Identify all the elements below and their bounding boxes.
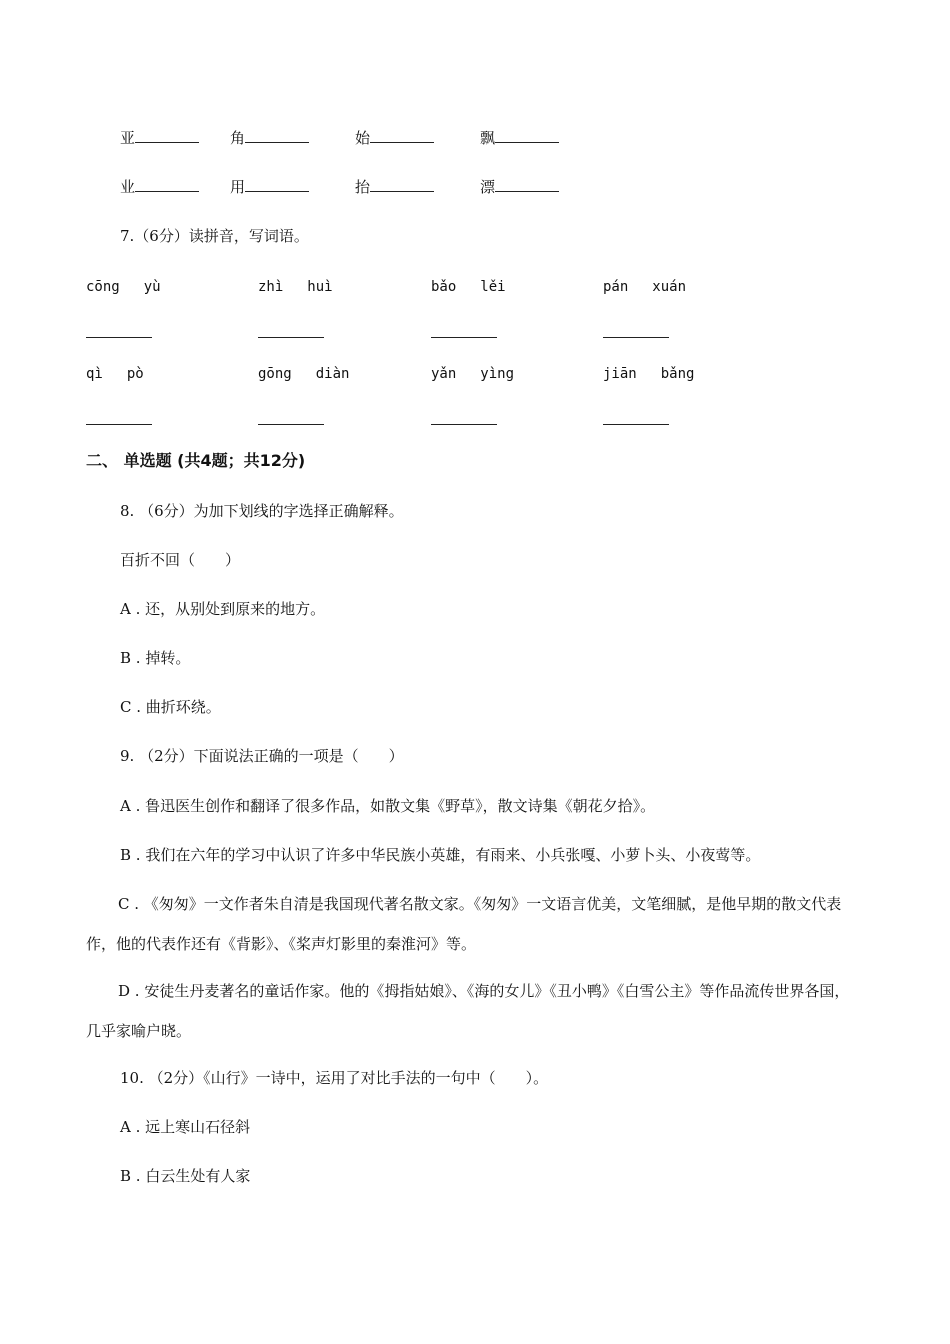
option-a[interactable]: A . 远上寒山石径斜 xyxy=(120,1118,251,1136)
answer-line[interactable] xyxy=(86,423,152,425)
pinyin-item: cōng yù xyxy=(86,279,161,295)
option-c[interactable]: C . 曲折环绕。 xyxy=(120,698,221,716)
char: 飘 xyxy=(480,129,496,147)
option-c[interactable]: C . 《匆匆》一文作者朱自清是我国现代著名散文家。《匆匆》一文语言优美，文笔细腻，是他早期的散文代表作，他的代表作还有《背影》、《桨声灯影里的秦淮河》等。 xyxy=(86,895,842,953)
fill-blank[interactable] xyxy=(370,177,434,192)
pinyin-item: qì pò xyxy=(86,366,144,382)
answer-line[interactable] xyxy=(603,336,669,338)
char: 始 xyxy=(355,129,371,147)
char-cell xyxy=(230,177,309,197)
question-7-stem: 7.（6分）读拼音，写词语。 xyxy=(120,227,309,245)
char: 抬 xyxy=(355,178,371,196)
char-cell xyxy=(480,128,559,148)
pinyin-item: zhì huì xyxy=(258,279,333,295)
answer-line[interactable] xyxy=(258,423,324,425)
pinyin-item: gōng diàn xyxy=(258,366,350,382)
answer-line[interactable] xyxy=(431,336,497,338)
fill-blank[interactable] xyxy=(495,177,559,192)
char-cell xyxy=(355,128,434,148)
fill-blank[interactable] xyxy=(135,177,199,192)
answer-line[interactable] xyxy=(258,336,324,338)
char-cell xyxy=(120,128,199,148)
char-cell xyxy=(230,128,309,148)
fill-blank[interactable] xyxy=(245,128,309,143)
char: 用 xyxy=(230,178,246,196)
option-b[interactable]: B . 我们在六年的学习中认识了许多中华民族小英雄，有雨来、小兵张嘎、小萝卜头、小夜莺等。 xyxy=(120,846,761,864)
char: 角 xyxy=(230,129,246,147)
char: 业 xyxy=(120,178,136,196)
char: 漂 xyxy=(480,178,496,196)
fill-blank[interactable] xyxy=(495,128,559,143)
option-a[interactable]: A . 还，从别处到原来的地方。 xyxy=(120,600,326,618)
section-heading: 二、 单选题 (共4题；共12分) xyxy=(86,451,306,470)
pinyin-item: yǎn yìng xyxy=(431,366,515,382)
pinyin-item: bǎo lěi xyxy=(431,279,506,295)
question-8-sub: 百折不回（ ） xyxy=(120,551,241,569)
char-cell xyxy=(355,177,434,197)
char-cell xyxy=(480,177,559,197)
answer-line[interactable] xyxy=(431,423,497,425)
pinyin-item: pán xuán xyxy=(603,279,687,295)
question-8-stem: 8. （6分）为加下划线的字选择正确解释。 xyxy=(120,502,404,520)
question-9-stem: 9. （2分）下面说法正确的一项是（ ） xyxy=(120,747,404,765)
question-10-stem: 10. （2分）《山行》一诗中，运用了对比手法的一句中（ ）。 xyxy=(120,1069,549,1087)
fill-blank[interactable] xyxy=(370,128,434,143)
char: 亚 xyxy=(120,129,136,147)
answer-line[interactable] xyxy=(603,423,669,425)
fill-blank[interactable] xyxy=(245,177,309,192)
char-cell xyxy=(120,177,199,197)
option-b[interactable]: B . 掉转。 xyxy=(120,649,191,667)
pinyin-item: jiān bǎng xyxy=(603,366,695,382)
answer-line[interactable] xyxy=(86,336,152,338)
option-b[interactable]: B . 白云生处有人家 xyxy=(120,1167,251,1185)
fill-blank[interactable] xyxy=(135,128,199,143)
option-a[interactable]: A . 鲁迅医生创作和翻译了很多作品，如散文集《野草》，散文诗集《朝花夕拾》。 xyxy=(120,797,656,815)
option-d[interactable]: D . 安徒生丹麦著名的童话作家。他的《拇指姑娘》、《海的女儿》《丑小鸭》《白雪公主》等作品流传世界各国，几乎家喻户晓。 xyxy=(86,982,850,1040)
